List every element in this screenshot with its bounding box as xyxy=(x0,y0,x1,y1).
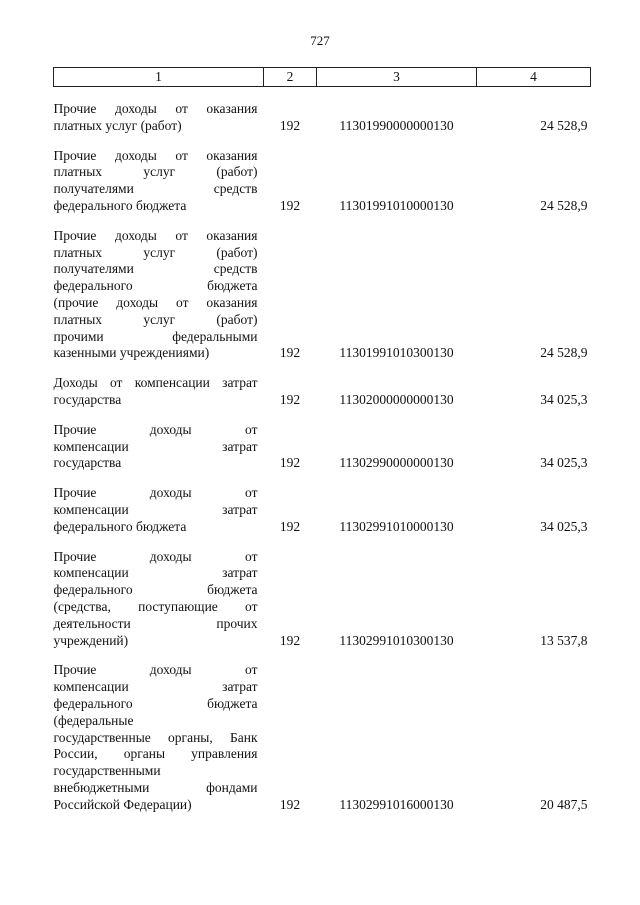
revenue-name-line: Доходы от компенсации затрат xyxy=(53,375,258,391)
administrator-code-cell: 192 xyxy=(279,455,301,471)
administrator-code-cell: 192 xyxy=(279,117,301,133)
amount-cell: 24 528,9 xyxy=(540,117,588,133)
revenue-code-cell: 11301990000000130 xyxy=(339,117,454,133)
table-row xyxy=(54,362,591,409)
revenue-name-line: государства xyxy=(53,455,122,471)
revenue-code-cell: 11301991010000130 xyxy=(339,197,454,213)
revenue-name-line: Прочие доходы от оказания xyxy=(53,227,258,243)
revenue-name-line: получателями средств xyxy=(53,261,258,277)
revenue-name-cell xyxy=(54,135,264,215)
header-col-4: 4 xyxy=(477,68,591,87)
header-col-2: 2 xyxy=(264,68,317,87)
administrator-code-cell: 192 xyxy=(279,632,301,648)
table-row xyxy=(54,536,591,650)
amount-cell: 24 528,9 xyxy=(540,197,588,213)
revenue-code-cell: 11302991016000130 xyxy=(339,796,454,812)
header-row xyxy=(54,68,591,87)
administrator-code-cell: 192 xyxy=(279,197,301,213)
revenue-name-line: компенсации затрат xyxy=(53,501,258,517)
revenue-name-line: (прочие доходы от оказания xyxy=(53,294,258,310)
revenue-name-line: учреждений) xyxy=(53,632,129,648)
table-row xyxy=(54,215,591,362)
revenue-name-line: внебюджетными фондами xyxy=(53,779,258,795)
revenue-code-cell: 11302991010000130 xyxy=(339,518,454,534)
header-col-1: 1 xyxy=(54,68,264,87)
revenue-name-line: платных услуг (работ) xyxy=(53,164,258,180)
revenue-name-cell xyxy=(54,472,264,535)
revenue-table xyxy=(53,67,591,813)
table-row xyxy=(54,87,591,135)
revenue-name-line: государственные органы, Банк xyxy=(53,729,258,745)
revenue-name-cell xyxy=(54,409,264,472)
revenue-name-line: компенсации затрат xyxy=(53,679,258,695)
revenue-name-cell xyxy=(54,649,264,813)
revenue-name-line: компенсации затрат xyxy=(53,438,258,454)
revenue-name-line: государства xyxy=(53,391,122,407)
amount-cell: 34 025,3 xyxy=(540,518,588,534)
revenue-name-line: платных услуг (работ) xyxy=(53,117,182,133)
revenue-name-line: государственными xyxy=(53,763,161,779)
amount-cell: 34 025,3 xyxy=(540,455,588,471)
revenue-name-line: Прочие доходы от xyxy=(53,421,258,437)
table-header xyxy=(54,68,591,87)
amount-cell: 20 487,5 xyxy=(540,796,588,812)
page-number: 727 xyxy=(310,33,330,48)
revenue-name-line: федерального бюджета xyxy=(53,197,187,213)
revenue-code-cell: 11301991010300130 xyxy=(339,345,454,361)
table-row xyxy=(54,409,591,472)
revenue-name-cell xyxy=(54,215,264,362)
table-body xyxy=(54,87,591,814)
revenue-name-line: Прочие доходы от xyxy=(53,662,258,678)
revenue-name-line: казенными учреждениями) xyxy=(53,345,210,361)
revenue-code-cell: 11302991010300130 xyxy=(339,632,454,648)
table-row xyxy=(54,135,591,215)
revenue-name-line: деятельности прочих xyxy=(53,615,258,631)
revenue-name-line: Прочие доходы от оказания xyxy=(53,147,258,163)
revenue-code-cell: 11302990000000130 xyxy=(339,455,454,471)
revenue-name-line: федерального бюджета xyxy=(53,278,258,294)
revenue-name-line: федерального бюджета xyxy=(53,582,258,598)
table-row xyxy=(54,649,591,813)
revenue-name-line: прочими федеральными xyxy=(53,328,258,344)
revenue-name-cell xyxy=(54,87,264,135)
revenue-code-cell: 11302000000000130 xyxy=(339,391,454,407)
revenue-name-line: Российской Федерации) xyxy=(53,796,192,812)
amount-cell: 13 537,8 xyxy=(540,632,588,648)
revenue-name-line: федерального бюджета xyxy=(53,518,187,534)
revenue-name-cell xyxy=(54,536,264,650)
revenue-name-line: компенсации затрат xyxy=(53,565,258,581)
revenue-name-line: России, органы управления xyxy=(53,746,258,762)
revenue-name-line: Прочие доходы от xyxy=(53,485,258,501)
revenue-name-line: (средства, поступающие от xyxy=(53,598,258,614)
revenue-name-line: получателями средств xyxy=(53,181,258,197)
administrator-code-cell: 192 xyxy=(279,518,301,534)
revenue-name-cell xyxy=(54,362,264,409)
revenue-name-line: Прочие доходы от оказания xyxy=(53,101,258,116)
revenue-name-line: платных услуг (работ) xyxy=(53,244,258,260)
administrator-code-cell: 192 xyxy=(279,345,301,361)
revenue-name-line: Прочие доходы от xyxy=(53,548,258,564)
revenue-name-line: (федеральные xyxy=(53,712,134,728)
header-col-3: 3 xyxy=(317,68,477,87)
revenue-name-line: федерального бюджета xyxy=(53,695,258,711)
administrator-code-cell: 192 xyxy=(279,796,301,812)
administrator-code-cell: 192 xyxy=(279,391,301,407)
amount-cell: 24 528,9 xyxy=(540,345,588,361)
revenue-name-line: платных услуг (работ) xyxy=(53,311,258,327)
table-row xyxy=(54,472,591,535)
amount-cell: 34 025,3 xyxy=(540,391,588,407)
